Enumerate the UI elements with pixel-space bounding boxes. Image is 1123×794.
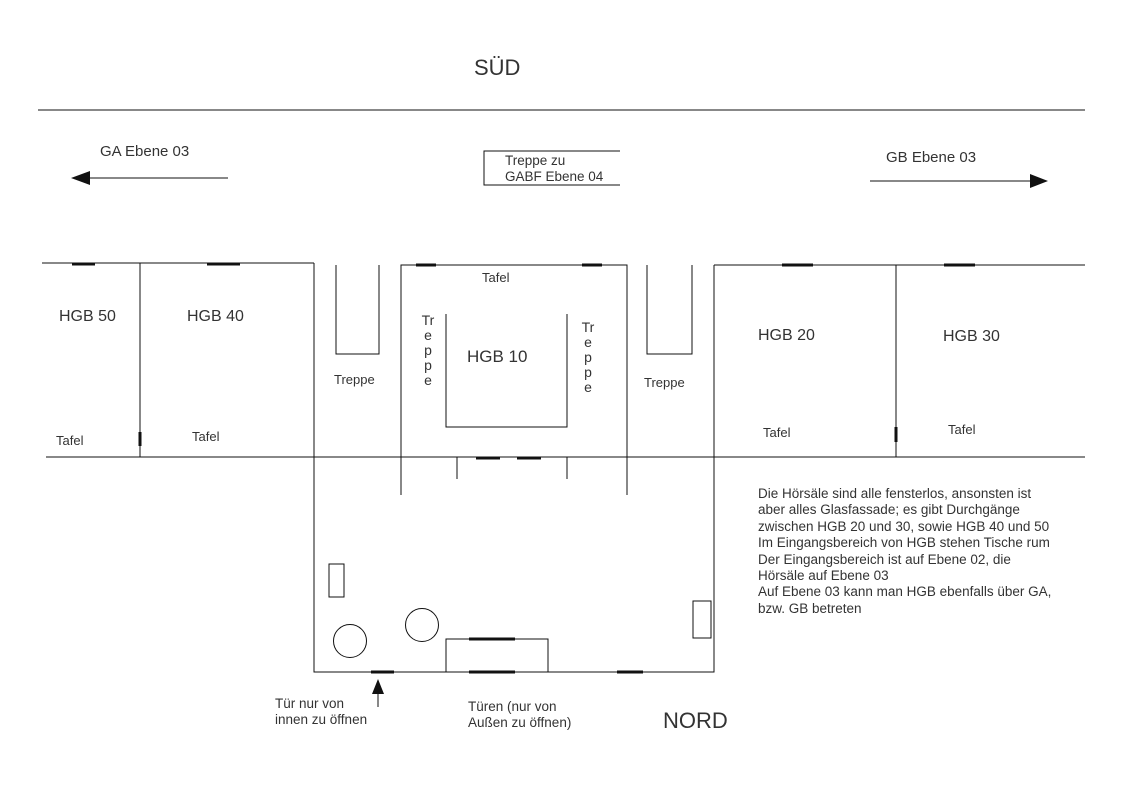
note-paragraph: Der Eingangsbereich ist auf Ebene 02, die Hörsäle auf Ebene 03	[758, 551, 1011, 584]
stair-label-right: Treppe	[644, 375, 685, 390]
inner-door-caption	[275, 696, 367, 728]
room-hgb20: HGB 20	[758, 327, 815, 344]
board-label-hgb10: Tafel	[482, 270, 510, 285]
gabf-stair-label-line2: GABF Ebene 04	[505, 169, 604, 184]
table-right	[693, 601, 711, 638]
round-table-right	[406, 609, 439, 642]
entrance-vestibule	[446, 639, 548, 672]
round-table-left	[334, 625, 367, 658]
stair-label-hgb10-right: Treppe	[581, 319, 595, 395]
note-paragraph: Auf Ebene 03 kann man HGB ebenfalls über GA, bzw. GB betreten	[758, 584, 1052, 616]
board-label-hgb30: Tafel	[948, 422, 976, 437]
outer-doors-caption-line2: Außen zu öffnen)	[468, 715, 572, 730]
outer-doors-caption-line1: Türen (nur von	[468, 699, 557, 714]
note-paragraph: Die Hörsäle sind alle fensterlos, ansonsten ist aber alles Glasfassade; es gibt Durchgänge zwischen HGB 20 und 30, sowie HGB 40 und 50	[758, 486, 1050, 534]
inner-door-caption-line1: Tür nur von	[275, 696, 345, 711]
board-label-hgb40: Tafel	[192, 429, 220, 444]
board-label-hgb50: Tafel	[56, 433, 84, 448]
board-label-hgb20: Tafel	[763, 425, 791, 440]
table-left	[329, 564, 344, 597]
room-hgb40: HGB 40	[187, 308, 244, 325]
stair-label-left: Treppe	[334, 372, 375, 387]
outer-doors-caption	[468, 699, 571, 731]
inner-door-caption-line2: innen zu öffnen	[275, 712, 368, 727]
north-label: NORD	[663, 708, 728, 733]
south-label: SÜD	[474, 55, 521, 80]
notes-block	[758, 486, 1058, 617]
room-hgb10: HGB 10	[467, 347, 528, 366]
ga-arrow-head	[71, 171, 90, 185]
gb-arrow-head	[1030, 174, 1048, 188]
gb-link-label: GB Ebene 03	[886, 149, 977, 166]
inner-door-arrow-head	[372, 679, 384, 694]
hgb10-inner-box	[446, 314, 567, 427]
room-hgb30: HGB 30	[943, 328, 1000, 345]
gabf-stair-label-line1: Treppe zu	[505, 153, 566, 168]
right-stair-outline	[647, 265, 692, 354]
gabf-stair-label	[505, 153, 603, 185]
room-hgb50: HGB 50	[59, 308, 116, 325]
ga-link-label: GA Ebene 03	[100, 143, 190, 160]
left-stair-outline	[336, 265, 379, 354]
note-paragraph: Im Eingangsbereich von HGB stehen Tische rum	[758, 535, 1050, 551]
stair-label-hgb10-left: Treppe	[421, 312, 435, 388]
